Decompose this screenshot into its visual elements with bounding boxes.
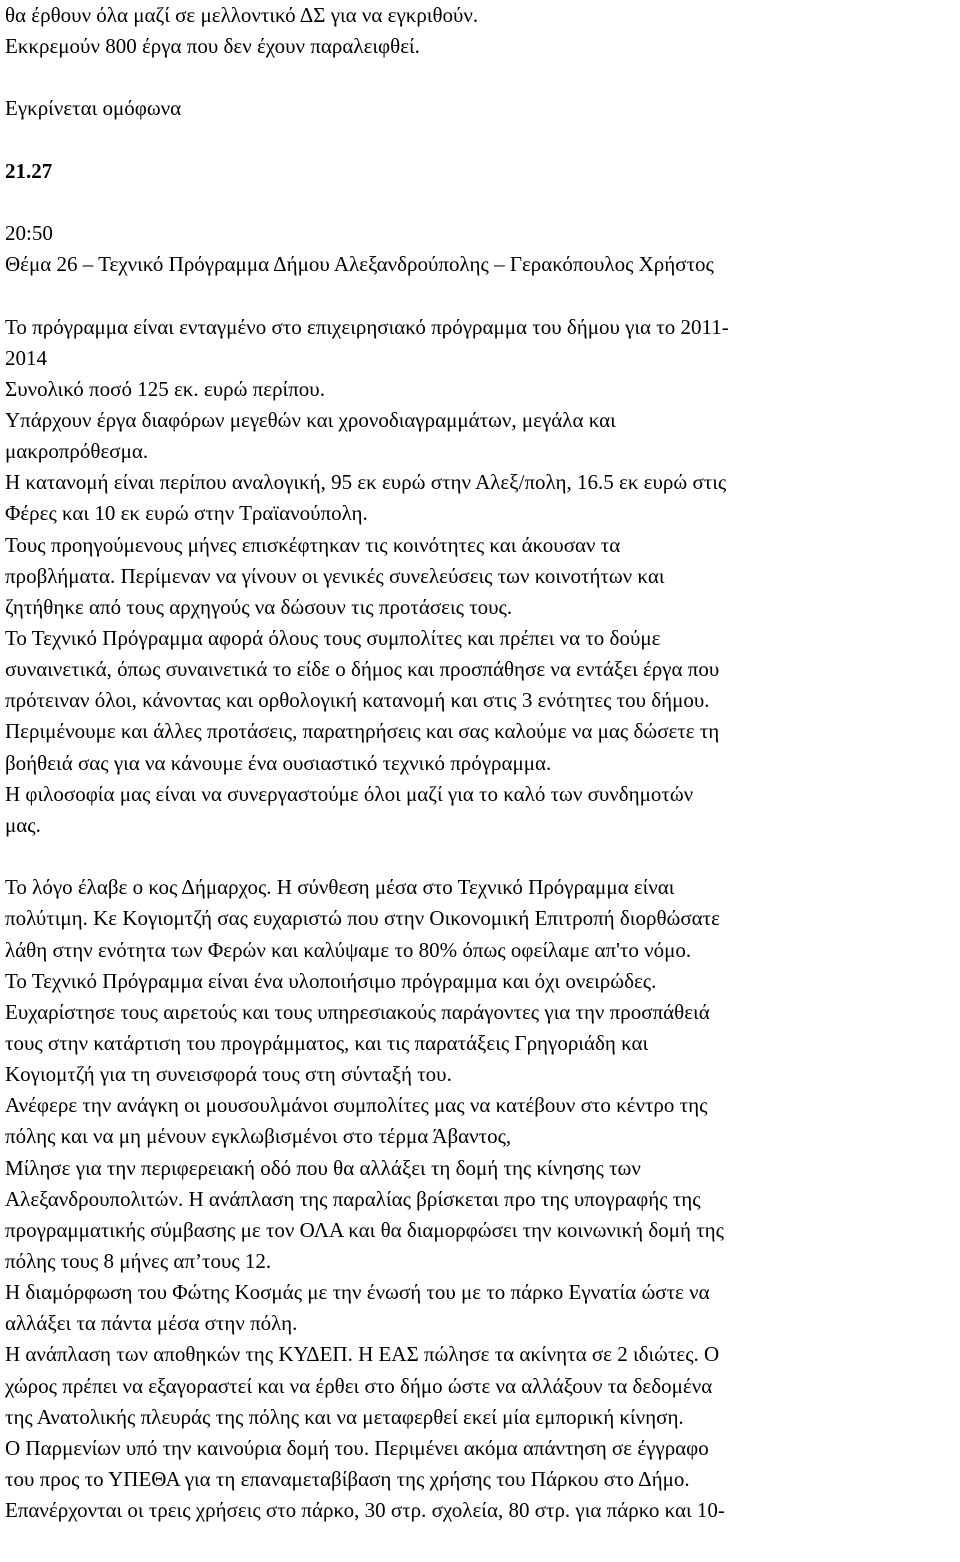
document-line: πόλης τους 8 μήνες απ’τους 12. [5,1249,272,1273]
document-line: Το Τεχνικό Πρόγραμμα είναι ένα υλοποιήσιμο πρόγραμμα και όχι ονειρώδες. [5,968,657,993]
document-line: 21.27 [5,158,53,183]
document-line: Το λόγο έλαβε ο κος Δήμαρχος. Η σύνθεση μέσα στο Τεχνικό Πρόγραμμα είναι [5,875,675,900]
document-line: Εκκρεμούν 800 έργα που δεν έχουν παραλειφθεί. [5,34,420,59]
document-line: λάθη στην ενότητα των Φερών και καλύψαμε το 80% όπως οφείλαμε απ'το νόμο. [5,937,692,962]
document-line: Κογιομτζή για τη συνεισφορά τους στη σύνταξή του. [5,1062,452,1087]
document-line: Η διαμόρφωση του Φώτης Κοσμάς με την ένωσή του με το πάρκο Εγνατία ώστε να [5,1280,710,1305]
document-line: χώρος πρέπει να εξαγοραστεί και να έρθει στο δήμο ώστε να αλλάξουν τα δεδομένα [5,1373,713,1398]
document-line: Ο Παρμενίων υπό την καινούρια δομή του. Περιμένει ακόμα απάντηση σε έγγραφο [5,1435,709,1460]
document-line: Η κατανομή είναι περίπου αναλογική, 95 εκ ευρώ στην Αλεξ/πολη, 16.5 εκ ευρώ στις [5,470,727,495]
document-line: μακροπρόθεσμα. [5,439,149,464]
document-line: Εγκρίνεται ομόφωνα [5,96,182,121]
document-line: πολύτιμη. Κε Κογιομτζή σας ευχαριστώ που στην Οικονομική Επιτροπή διορθώσατε [5,906,720,931]
document-line: αλλάξει τα πάντα μέσα στην πόλη. [5,1311,298,1336]
document-line: Το Τεχνικό Πρόγραμμα αφορά όλους τους συμπολίτες και πρέπει να το δούμε [5,626,661,650]
document-line: πρότειναν όλοι, κάνοντας και ορθολογική κατανομή και στις 3 ενότητες του δήμου. [5,688,710,713]
document-line: 20:50 [5,221,53,246]
document-line: θα έρθουν όλα μαζί σε μελλοντικό ΔΣ για να εγκριθούν. [5,3,479,27]
document-line: Υπάρχουν έργα διαφόρων μεγεθών και χρονοδιαγραμμάτων, μεγάλα και [5,407,616,432]
document-line: μας. [5,812,41,837]
document-line: προγραμματικής σύμβασης με τον ΟΛΑ και θα διαμορφώσει την κοινωνική δομή της [5,1217,724,1242]
document-line: ζητήθηκε από τους αρχηγούς να δώσουν τις προτάσεις τους. [5,594,513,619]
document-line: του προς το ΥΠΕΘΑ για τη επαναμεταβίβαση της χρήσης του Πάρκου στο Δήμο. [5,1467,690,1492]
document-line: Ευχαρίστησε τους αιρετούς και τους υπηρεσιακούς παράγοντες για την προσπάθειά [5,999,710,1024]
document-line: Φέρες και 10 εκ ευρώ στην Τραϊανούπολη. [5,501,368,526]
document-line: της Ανατολικής πλευράς της πόλης και να μεταφερθεί εκεί μία εμπορική κίνηση. [5,1404,684,1429]
document-line: Το πρόγραμμα είναι ενταγμένο στο επιχειρησιακό πρόγραμμα του δήμου για το 2011- [5,314,729,339]
document-line: 2014 [5,345,47,370]
document-line: Η φιλοσοφία μας είναι να συνεργαστούμε όλοι μαζί για το καλό των συνδημοτών [5,781,694,806]
document-line: Συνολικό ποσό 125 εκ. ευρώ περίπου. [5,376,325,401]
document-line: Αλεξανδρουπολιτών. Η ανάπλαση της παραλίας βρίσκεται προ της υπογραφής της [5,1186,701,1211]
document-line: Επανέρχονται οι τρεις χρήσεις στο πάρκο, 30 στρ. σχολεία, 80 στρ. για πάρκο και 10- [5,1498,725,1523]
document-line: Τους προηγούμενους μήνες επισκέφτηκαν τις κοινότητες και άκουσαν τα [5,532,621,557]
document-line: Η ανάπλαση των αποθηκών της ΚΥΔΕΠ. Η ΕΑΣ πώλησε τα ακίνητα σε 2 ιδιώτες. Ο [5,1342,720,1367]
document-line: πόλης και να μη μένουν εγκλωβισμένοι στο τέρμα Άβαντος, [5,1124,512,1149]
document-line: προβλήματα. Περίμεναν να γίνουν οι γενικές συνελεύσεις των κοινοτήτων και [5,563,665,588]
document-line: τους στην κατάρτιση του προγράμματος, και τις παρατάξεις Γρηγοριάδη και [5,1030,649,1055]
document-line: Ανέφερε την ανάγκη οι μουσουλμάνοι συμπολίτες μας να κατέβουν στο κέντρο της [5,1093,708,1118]
document-line: Μίλησε για την περιφερειακή οδό που θα αλλάξει τη δομή της κίνησης των [5,1155,641,1180]
document-line: Θέμα 26 – Τεχνικό Πρόγραμμα Δήμου Αλεξανδρούπολης – Γερακόπουλος Χρήστος [5,252,714,277]
document-line: Περιμένουμε και άλλες προτάσεις, παρατηρήσεις και σας καλούμε να μας δώσετε τη [5,719,720,744]
document-line: βοήθειά σας για να κάνουμε ένα ουσιαστικό τεχνικό πρόγραμμα. [5,750,552,775]
document-line: συναινετικά, όπως συναινετικά το είδε ο δήμος και προσπάθησε να εντάξει έργα που [5,657,720,682]
